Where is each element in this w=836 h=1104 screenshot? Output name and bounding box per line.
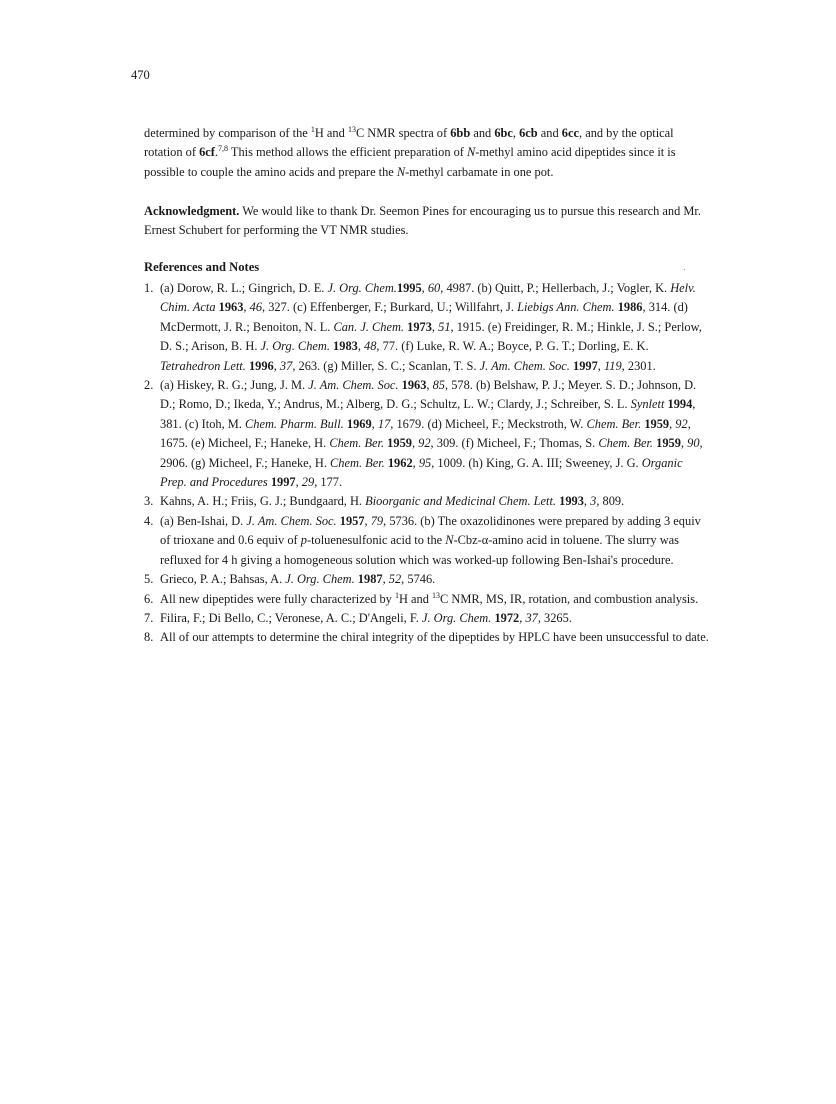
acknowledgment-paragraph	[144, 202, 704, 241]
compound-label: 6bb	[450, 126, 471, 140]
text-run: (a) Ben-Ishai, D.	[160, 513, 247, 528]
text-run: ,	[411, 436, 419, 451]
journal-name: J. Org. Chem.	[260, 339, 330, 354]
volume: 95	[418, 455, 432, 470]
volume: 48	[364, 339, 377, 354]
reference-8	[144, 628, 709, 647]
text-run: This method allows the efficient preparation of	[228, 145, 468, 160]
year: 1995	[396, 281, 422, 295]
text-run: ,	[426, 378, 433, 393]
journal-name: J. Org. Chem.	[285, 572, 355, 587]
text-run: , 1675. (e) Micheel, F.; Haneke, H.	[160, 416, 691, 451]
volume: 29	[301, 475, 315, 490]
journal-name: Chem. Ber.	[329, 436, 385, 451]
journal-name: J. Org. Chem.	[421, 610, 492, 625]
superscript: 13	[432, 590, 441, 600]
text-run: All new dipeptides were fully characterized by	[160, 591, 395, 606]
reference-text	[160, 592, 698, 606]
year: 1996	[248, 358, 274, 373]
year: 1969	[346, 416, 372, 431]
year: 1997	[573, 358, 598, 373]
volume: 60	[427, 281, 441, 295]
volume: 46	[249, 300, 263, 315]
text-run: and	[470, 126, 495, 140]
citation-superscript: 7,8	[218, 144, 228, 154]
text-run: (a) Hiskey, R. G.; Jung, J. M.	[160, 378, 309, 393]
text-run: ,	[382, 572, 389, 587]
reference-4	[144, 512, 709, 570]
text-run: ,	[357, 339, 365, 354]
text-run: ,	[421, 281, 428, 295]
text-run: ,	[295, 475, 302, 490]
reference-number: 5.	[144, 572, 154, 587]
reference-6	[144, 590, 709, 609]
text-run: ,	[431, 319, 439, 334]
reference-number: 6.	[144, 591, 154, 606]
text-run: -toluenesulfonic acid to the	[306, 533, 446, 548]
text-run: , 578. (b) Belshaw, P. J.; Meyer. S. D.; Johnson, D. D.; Romo, D.; Ikeda, Y.; Andrus, M.; Alberg, D. G.; Schultz, L. W.; Clardy, J.; Schreiber, S. L.	[160, 378, 697, 412]
reference-text	[160, 572, 435, 586]
reference-number: 8.	[144, 630, 154, 645]
year: 1962	[387, 455, 413, 470]
text-run: Grieco, P. A.; Bahsas, A.	[160, 572, 286, 587]
journal-name: Chem. Ber.	[586, 416, 642, 431]
volume: 51	[438, 319, 451, 334]
reference-text	[160, 514, 701, 567]
reference-text	[160, 494, 624, 508]
text-run: -Cbz-α-amino acid in toluene. The slurry was refluxed for 4 h giving a homogeneous solution which was worked-up following Ben-Ishai's procedure.	[160, 533, 679, 567]
journal-name: J. Am. Chem. Soc.	[308, 378, 399, 393]
journal-name: Synlett	[630, 397, 665, 412]
text-run: , 327. (c) Effenberger, F.; Burkard, U.; Willfahrt, J.	[262, 300, 518, 315]
text-run: , 309. (f) Micheel, F.; Thomas, S.	[430, 436, 599, 451]
text-run: , 5736. (b) The oxazolidinones were prepared by adding 3 equiv of trioxane and 0.6 equiv of	[160, 513, 701, 548]
volume: 37	[525, 610, 538, 625]
reference-text	[160, 630, 709, 644]
text-run: , 77. (f) Luke, R. W. A.; Boyce, P. G. T.; Dorling, E. K.	[376, 339, 649, 354]
reference-7	[144, 609, 709, 628]
reference-number: 4.	[144, 513, 154, 528]
compound-label: 6cf	[199, 145, 215, 160]
text-run: ,	[512, 126, 520, 140]
body-paragraph	[144, 124, 704, 182]
compound-label: 6cc	[561, 126, 579, 140]
reference-text	[160, 611, 572, 625]
text-run: (a) Dorow, R. L.; Gingrich, D. E.	[160, 281, 328, 295]
text-run: and	[537, 126, 562, 140]
text-run: -methyl amino acid dipeptides since it is possible to couple the amino acids and prepare the	[144, 145, 676, 179]
journal-name: Liebigs Ann. Chem.	[517, 300, 615, 315]
volume: 85	[432, 378, 445, 393]
journal-name: Bioorganic and Medicinal Chem. Lett.	[365, 494, 557, 509]
superscript: 13	[347, 124, 356, 134]
italic-n: N	[396, 164, 406, 179]
reference-text	[160, 378, 703, 489]
text-run: , 809.	[596, 494, 625, 509]
text-run: , 4987. (b) Quitt, P.; Hellerbach, J.; Vogler, K.	[440, 281, 671, 295]
text-run: , 263. (g) Miller, S. C.; Scanlan, T. S.	[292, 358, 480, 373]
year: 1972	[494, 610, 520, 625]
text-run: ,	[371, 416, 378, 431]
journal-name: Chem. Ber.	[330, 455, 385, 470]
year: 1987	[357, 572, 383, 587]
text-run: , 314. (d) McDermott, J. R.; Benoiton, N. L.	[160, 300, 688, 334]
year: 1997	[270, 475, 296, 490]
text-run: C NMR spectra of	[355, 126, 451, 140]
text-run: C NMR, MS, IR, rotation, and combustion analysis.	[440, 591, 699, 606]
text-run: , 1009. (h) King, G. A. III; Sweeney, J. G.	[431, 455, 642, 470]
text-run: ,	[243, 300, 250, 315]
acknowledgment-text: We would like to thank Dr. Seemon Pines for encouraging us to pursue this research and Mr. Ernest Schubert for performing the VT NMR studies.	[144, 204, 701, 238]
journal-name: Chem. Pharm. Bull.	[245, 416, 344, 431]
text-run: , 1679. (d) Micheel, F.; Meckstroth, W.	[390, 416, 587, 431]
text-run: ,	[583, 494, 591, 509]
reference-2	[144, 376, 709, 492]
compound-label: 6cb	[519, 126, 538, 140]
references-heading: References and Notes	[144, 260, 260, 274]
volume: 90	[687, 436, 700, 451]
text-run: H and	[314, 126, 348, 140]
volume: 3	[590, 494, 597, 509]
volume: 92	[675, 416, 688, 431]
reference-1	[144, 279, 709, 376]
text-run: H and	[398, 591, 433, 606]
acknowledgment-heading: Acknowledgment.	[144, 204, 240, 218]
journal-name: Tetrahedron Lett.	[160, 358, 246, 373]
references-list	[144, 279, 709, 648]
text-run: All of our attempts to determine the chiral integrity of the dipeptides by HPLC have been unsuccessful to date.	[160, 630, 709, 645]
text-run: , 3265.	[537, 610, 572, 625]
reference-5	[144, 570, 709, 589]
text-run: Filira, F.; Di Bello, C.; Veronese, A. C.; D'Angeli, F.	[160, 610, 422, 625]
volume: 119	[604, 358, 622, 373]
reference-number: 1.	[144, 281, 154, 295]
year: 1986	[617, 300, 643, 315]
journal-name: Can. J. Chem.	[333, 319, 405, 334]
text-run: ,	[680, 436, 688, 451]
year: 1993	[559, 494, 584, 509]
text-run: ,	[669, 416, 676, 431]
text-run: ,	[412, 455, 419, 470]
text-run: , 2906. (g) Micheel, F.; Haneke, H.	[160, 436, 703, 470]
journal-name: J. Am. Chem. Soc.	[246, 513, 337, 528]
journal-name: Chem. Ber.	[598, 436, 654, 451]
volume: 92	[418, 436, 431, 451]
year: 1959	[387, 436, 412, 451]
text-run: ,	[273, 358, 280, 373]
text-run: .	[214, 145, 218, 160]
volume: 17	[377, 416, 391, 431]
reference-3	[144, 492, 709, 511]
superscript: 1	[394, 590, 399, 600]
year: 1994	[667, 397, 693, 412]
reference-number: 2.	[144, 378, 154, 393]
scan-speck	[684, 269, 685, 270]
italic-n: N	[467, 145, 476, 160]
text-run: , 1915. (e) Freidinger, R. M.; Hinkle, J. S.; Perlow, D. S.; Arison, B. H.	[160, 319, 702, 354]
text-run: Kahns, A. H.; Friis, G. J.; Bundgaard, H.	[160, 494, 366, 509]
italic-p: p	[300, 533, 307, 548]
text-run: ,	[364, 513, 371, 528]
text-run: -methyl carbamate in one pot.	[405, 164, 554, 179]
text-run: , and by the optical rotation of	[144, 126, 674, 160]
italic-n: N	[445, 533, 454, 548]
reference-number: 3.	[144, 494, 154, 509]
year: 1983	[333, 339, 358, 354]
text-run: , 381. (c) Itoh, M.	[160, 397, 696, 431]
text-run: , 177.	[314, 475, 343, 490]
year: 1959	[656, 436, 681, 451]
year: 1963	[401, 378, 427, 393]
text-run: determined by comparison of the	[144, 126, 311, 140]
year: 1973	[407, 319, 432, 334]
page-number: 470	[131, 68, 150, 82]
journal-name: J. Org. Chem.	[327, 281, 397, 295]
text-run: , 2301.	[621, 358, 656, 373]
text-run: , 5746.	[401, 572, 436, 587]
journal-name: J. Am. Chem. Soc.	[479, 358, 570, 373]
superscript: 1	[310, 124, 315, 134]
reference-number: 7.	[144, 610, 154, 625]
year: 1963	[218, 300, 244, 315]
year: 1957	[339, 513, 365, 528]
year: 1959	[644, 416, 670, 431]
reference-text	[160, 281, 702, 373]
journal-name: Organic Prep. and Procedures	[160, 455, 683, 490]
compound-label: 6bc	[494, 126, 513, 140]
journal-name: Helv. Chim. Acta	[160, 281, 696, 315]
text-run: ,	[519, 610, 526, 625]
text-run: ,	[597, 358, 604, 373]
volume: 52	[388, 572, 402, 587]
volume: 79	[370, 513, 384, 528]
volume: 37	[279, 358, 293, 373]
